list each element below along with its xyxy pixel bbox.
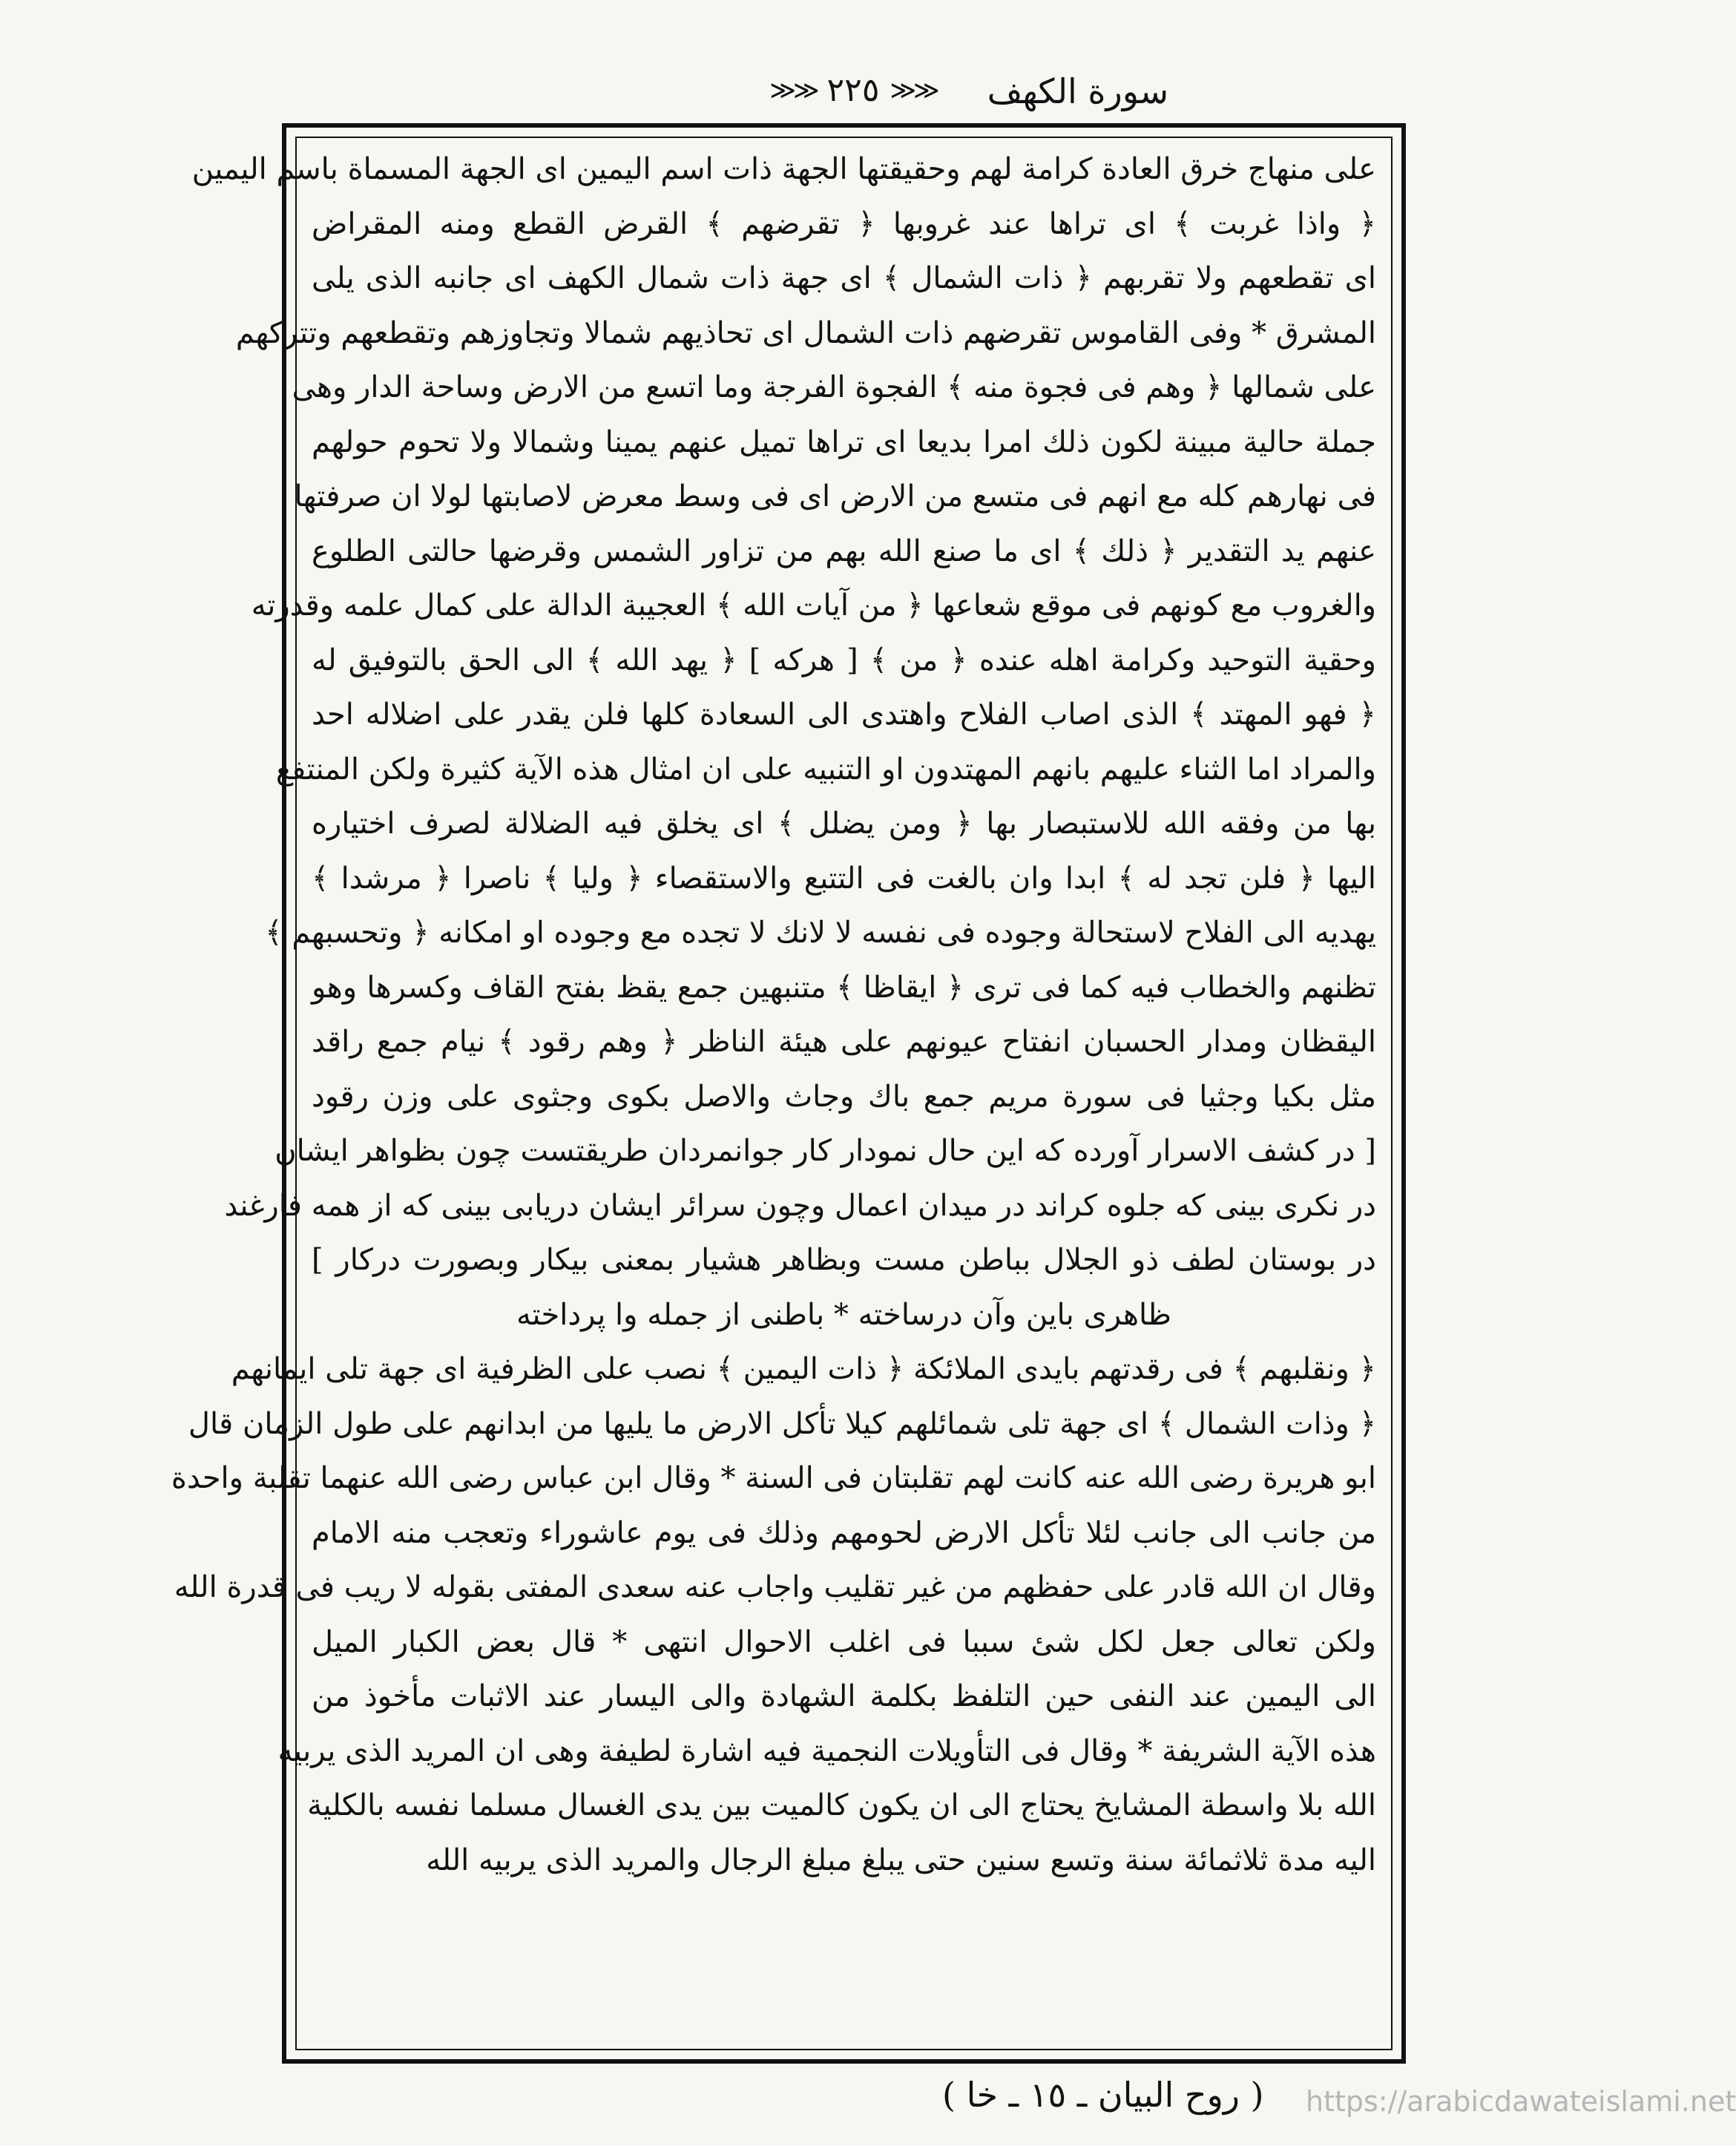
text-line: ابو هريرة رضى الله عنه كانت لهم تقلبتان فى السنة * وقال ابن عباس رضى الله عنهما تقلبة واحدة — [171, 1461, 1376, 1495]
text-line: ﴿ ونقلبهم ﴾ فى رقدتهم بايدى الملائكة ﴿ ذات اليمين ﴾ نصب على الظرفية اى جهة تلى ايمانهم — [231, 1352, 1376, 1386]
text-line: تظنهم والخطاب فيه كما فى ترى ﴿ ايقاظا ﴾ متنبهين جمع يقظ بفتح القاف وكسرها وهو — [312, 970, 1376, 1005]
text-line: جملة حالية مبينة لكون ذلك امرا بديعا اى تراها تميل عنهم يمينا وشمالا ولا تحوم حولهم — [312, 424, 1376, 459]
text-line: ولكن تعالى جعل لكل شئ سببا فى اغلب الاحوال انتهى * قال بعض الكبار الميل — [312, 1624, 1376, 1659]
text-line: اى تقطعهم ولا تقربهم ﴿ ذات الشمال ﴾ اى جهة ذات شمال الكهف اى جانبه الذى يلى — [312, 261, 1376, 295]
text-line: والمراد اما الثناء عليهم بانهم المهتدون او التنبيه على ان امثال هذه الآية كثيرة ولكن المنتفع — [275, 752, 1376, 787]
text-line: ﴿ واذا غربت ﴾ اى تراها عند غروبها ﴿ تقرضهم ﴾ القرض القطع ومنه المقراض — [312, 206, 1376, 241]
page-number-block — [742, 71, 964, 109]
text-line: در بوستان لطف ذو الجلال بباطن مست وبظاهر هشيار بمعنى بيكار وبصورت دركار ] — [312, 1243, 1376, 1277]
text-line: الله بلا واسطة المشايخ يحتاج الى ان يكون كالميت بين يدى الغسال مسلما نفسه بالكلية — [307, 1788, 1376, 1822]
page-number: ٢٢٥ — [826, 71, 880, 109]
text-line: عنهم يد التقدير ﴿ ذلك ﴾ اى ما صنع الله بهم من تزاور الشمس وقرضها حالتى الطلوع — [312, 534, 1376, 568]
text-line: اليقظان ومدار الحسبان انفتاح عيونهم على هيئة الناظر ﴿ وهم رقود ﴾ نيام جمع راقد — [312, 1025, 1376, 1059]
ornament-left-icon: ≫≫ — [769, 75, 817, 105]
text-line: المشرق * وفى القاموس تقرضهم ذات الشمال اى تحاذيهم شمالا وتجاوزهم وتقطعهم وتتركهم — [235, 315, 1376, 350]
text-line: وقال ان الله قادر على حفظهم من غير تقليب واجاب عنه سعدى المفتى بقوله لا ريب فى قدرة الله — [174, 1570, 1376, 1604]
body-text — [171, 142, 1376, 2042]
text-line: در نكرى بينى كه جلوه كراند در ميدان اعمال وچون سرائر ايشان دريابى بينى كه از همه فارغند — [224, 1188, 1376, 1223]
text-line: وحقية التوحيد وكرامة اهله عنده ﴿ من ﴾ [ هركه ] ﴿ يهد الله ﴾ الى الحق بالتوفيق له — [312, 643, 1376, 677]
text-line: بها من وفقه الله للاستبصار بها ﴿ ومن يضلل ﴾ اى يخلق فيه الضلالة لصرف اختياره — [312, 807, 1376, 841]
text-line: على شمالها ﴿ وهم فى فجوة منه ﴾ الفجوة الفرجة وما اتسع من الارض وساحة الدار وهى — [292, 370, 1376, 404]
text-line: هذه الآية الشريفة * وقال فى التأويلات النجمية فيه اشارة لطيفة وهى ان المريد الذى يربيه — [277, 1733, 1376, 1768]
surah-title: سورة الكهف — [987, 71, 1168, 111]
text-line: مثل بكيا وجثيا فى سورة مريم جمع باك وجاث والاصل بكوى وجثوى على وزن رقود — [312, 1079, 1376, 1114]
text-line: [ در كشف الاسرار آورده كه اين حال نمودار كار جوانمردان طريقتست چون بظواهر ايشان — [274, 1134, 1376, 1168]
page-header — [0, 0, 1487, 126]
text-line: ﴿ وذات الشمال ﴾ اى جهة تلى شمائلهم كيلا تأكل الارض ما يليها من ابدانهم على طول الزمان قال — [188, 1406, 1376, 1441]
text-line: اليها ﴿ فلن تجد له ﴾ ابدا وان بالغت فى التتبع والاستقصاء ﴿ وليا ﴾ ناصرا ﴿ مرشدا ﴾ — [312, 861, 1376, 896]
text-line: فى نهارهم كله مع انهم فى متسع من الارض اى فى وسط معرض لاصابتها لولا ان صرفتها — [294, 479, 1376, 513]
text-line: ﴿ فهو المهتد ﴾ الذى اصاب الفلاح واهتدى الى السعادة كلها فلن يقدر على اضلاله احد — [312, 698, 1376, 732]
text-line: على منهاج خرق العادة كرامة لهم وحقيقتها الجهة ذات اسم اليمين اى الجهة المسماة باسم اليمين — [191, 152, 1376, 186]
text-line: اليه مدة ثلاثمائة سنة وتسع سنين حتى يبلغ مبلغ الرجال والمريد الذى يربيه الله — [426, 1843, 1376, 1877]
text-line: يهديه الى الفلاح لاستحالة وجوده فى نفسه لا لانك لا تجده مع وجوده او امكانه ﴿ وتحسبهم ﴾ — [265, 916, 1376, 950]
text-line: من جانب الى جانب لئلا تأكل الارض لحومهم وذلك فى يوم عاشوراء وتعجب منه الامام — [312, 1515, 1376, 1550]
book-signature: ( روح البيان ـ ١٥ ـ خا ) — [942, 2075, 1264, 2115]
watermark-url: https://arabicdawateislami.net — [1306, 2085, 1736, 2118]
poetry-line: ظاهرى باين وآن درساخته * باطنى از جمله وا پرداخته — [516, 1297, 1172, 1332]
page-footer — [282, 2070, 1736, 2130]
ornament-right-icon: ≫≫ — [890, 75, 937, 105]
text-line: والغروب مع كونهم فى موقع شعاعها ﴿ من آيات الله ﴾ العجيبة الدالة على كمال علمه وقدرته — [251, 588, 1376, 623]
text-line: الى اليمين عند النفى حين التلفظ بكلمة الشهادة والى اليسار عند الاثبات مأخوذ من — [312, 1679, 1376, 1713]
